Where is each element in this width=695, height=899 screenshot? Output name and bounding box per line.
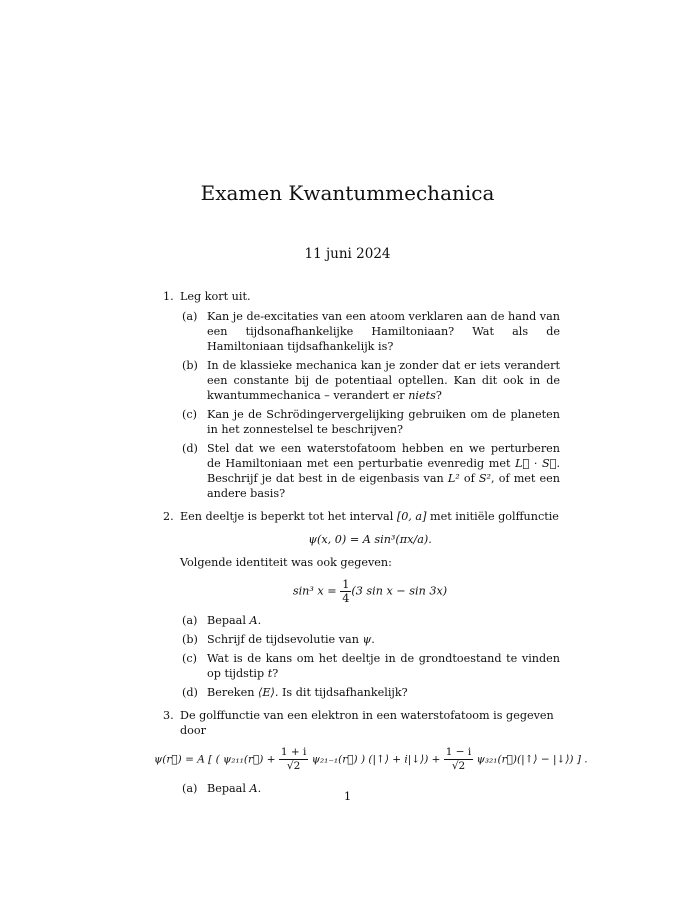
math-inline: ψ [362,633,372,646]
math-inline: L⃗ · S⃗ [515,457,557,470]
equation-hydrogen-wavefunction [154,746,588,773]
subquestion-label: (a) [182,782,198,795]
subquestion-text: Bereken [207,686,258,699]
subquestion-label: (d) [182,442,198,455]
question-number: 2. [163,510,174,523]
page-number: 1 [343,789,352,803]
equation-left: sin³ x = [292,584,337,598]
subquestion-text: Wat is de kans om het deeltje in de grondtoestand te vinden op tijdstip [207,652,560,680]
question-text-part: met initiële golffunctie [426,510,559,523]
subquestion-text-end: ? [272,667,279,680]
question-number: 3. [163,709,174,722]
subquestion-text: Bepaal [207,614,250,627]
subquestion-text: Bepaal [207,782,250,795]
fraction-numerator: 1 + i [280,746,307,758]
subquestion-label: (a) [182,310,198,323]
emphasis-text: niets [408,389,436,402]
subquestion-1a [180,309,560,354]
subquestion-text-end: ? [435,389,442,402]
fraction-denominator: √2 [451,760,466,772]
subquestion-1d [180,441,560,501]
subquestion-label: (c) [182,652,197,665]
question-3 [160,708,560,738]
subquestion-text: . Beschrijf je dat best in de eigenbasis van [207,457,560,485]
exam-body [154,289,588,800]
equation-identity [180,578,560,605]
exam-date: 11 juni 2024 [304,246,391,262]
subquestion-list [180,613,560,700]
question-text: Volgende identiteit was ook gegeven: [180,556,392,569]
question-number: 1. [163,290,174,303]
subquestion-text: of [459,472,479,485]
subquestion-text: In de klassieke mechanica kan je zonder dat er iets verandert een constante bij de potentiaal optellen. Kan dit ook in de kwantummechanica – verandert er [207,359,560,402]
exam-title: Examen Kwantummechanica [200,181,495,205]
math-inline: A [249,782,258,795]
question-text-part: Een deeltje is beperkt tot het interval [180,510,397,523]
subquestion-1c [180,407,560,437]
math-inline: S² [478,472,492,485]
question-text: Leg kort uit. [180,290,251,303]
subquestion-text-end: . Is dit tijdsafhankelijk? [274,686,408,699]
fraction-numerator: 1 − i [445,746,472,758]
subquestion-label: (c) [182,408,197,421]
fraction-denominator: 4 [342,592,350,605]
question-text: De golffunctie van een elektron in een waterstofatoom is gegeven door [180,709,554,737]
subquestion-text: Kan je de Schrödingervergelijking gebruiken om de planeten in het zonnestelsel te beschrijven? [207,408,560,436]
equation-part: ψ(r⃗) = A [ ( ψ₂₁₁(r⃗) + [154,753,279,766]
math-inline: [0, a] [396,510,427,523]
math-inline: ⟨E⟩ [257,686,275,699]
subquestion-label: (b) [182,633,198,646]
subquestion-text-end: . [257,782,262,795]
math-inline: t [267,667,273,680]
math-inline: A [249,614,258,627]
question-text [180,509,560,524]
equation-right: (3 sin x − sin 3x) [351,584,448,598]
subquestion-1b [180,358,560,403]
subquestion-list [180,309,560,501]
subquestion-2b [180,632,560,647]
subquestion-2a [180,613,560,628]
subquestion-text-end: . [371,633,375,646]
subquestion-text-end: . [257,614,262,627]
subquestion-text: , of met een andere basis? [207,472,560,500]
question-2 [160,509,560,700]
subquestion-label: (a) [182,614,198,627]
fraction [279,746,309,773]
subquestion-label: (b) [182,359,198,372]
fraction [444,746,474,773]
fraction [340,578,351,605]
equation-part: ψ₃₂₁(r⃗)(|↑⟩ − |↓⟩) ] . [473,753,588,766]
subquestion-text: Kan je de-excitaties van een atoom verklaren aan de hand van een tijdsonafhankelijke Hamiltoniaan? Wat als de Hamiltoniaan tijdsafhankelijk is? [207,310,560,353]
fraction-numerator: 1 [342,578,350,591]
subquestion-label: (d) [182,686,198,699]
subquestion-text: Schrijf de tijdsevolutie van [207,633,363,646]
subquestion-text: Stel dat we een waterstofatoom hebben en we perturberen de Hamiltoniaan met een perturbatie evenredig met [207,442,560,470]
fraction-denominator: √2 [286,760,301,772]
equation-part: ψ₂₁₋₁(r⃗) ) (|↑⟩ + i|↓⟩) + [308,753,444,766]
subquestion-2c [180,651,560,681]
subquestion-2d [180,685,560,700]
equation-initial-wavefunction: ψ(x, 0) = A sin³(πx/a). [308,533,432,546]
math-inline: L² [447,472,460,485]
question-1 [160,289,560,501]
